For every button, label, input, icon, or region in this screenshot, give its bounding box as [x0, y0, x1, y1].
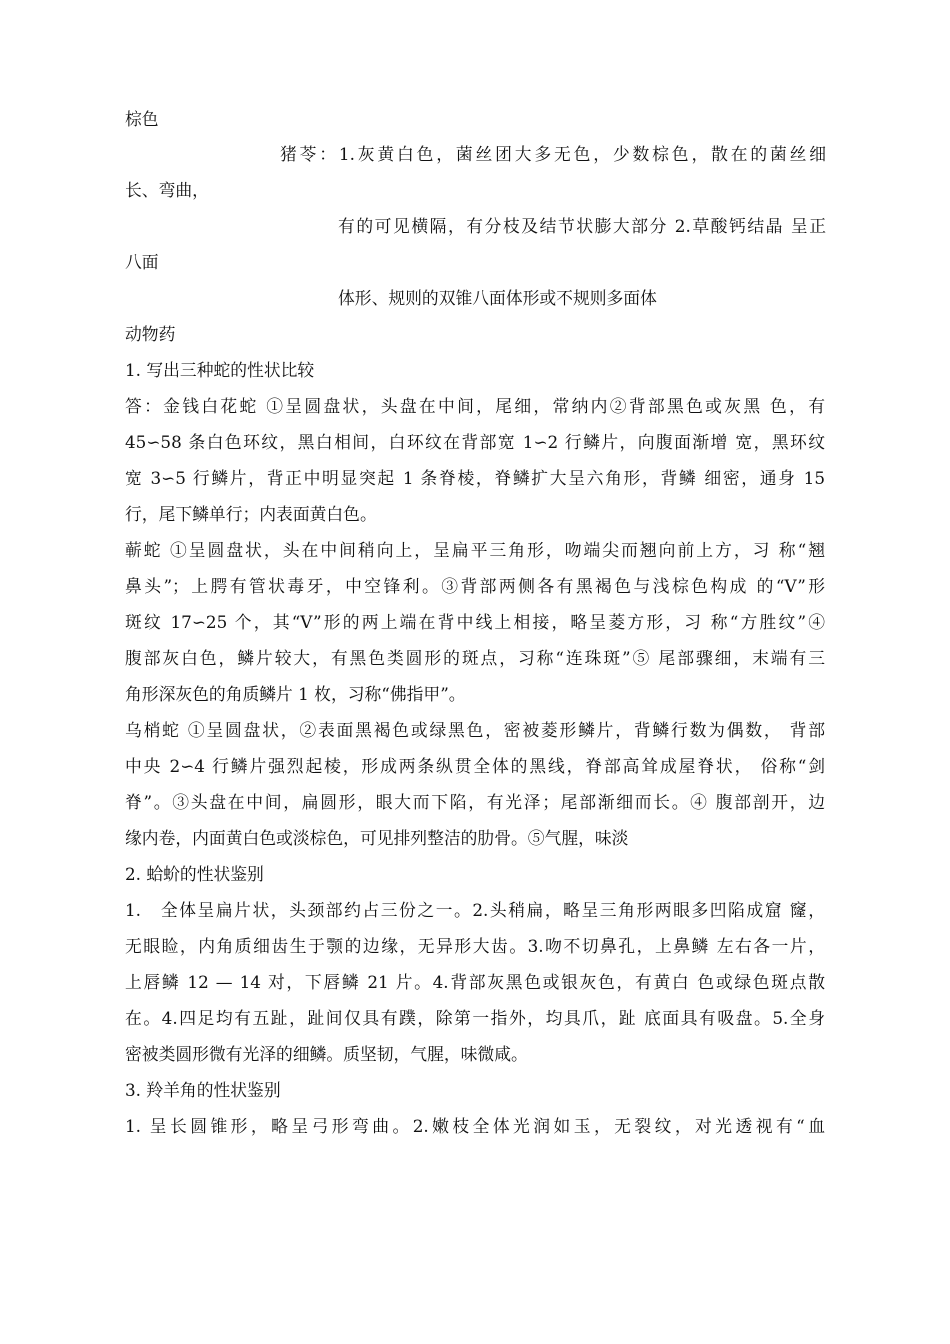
text-line: 行，尾下鳞单行；内表面黄白色。: [125, 504, 377, 524]
question-heading: 1. 写出三种蛇的性状比较: [125, 360, 315, 380]
text-line: 1. 呈长圆锥形，略呈弓形弯曲。2.嫩枝全体光润如玉，无裂纹，对光透视有“血: [125, 1116, 825, 1136]
text-line: 1. 全体呈扁片状，头颈部约占三份之一。2.头稍扁，略呈三角形两眼多凹陷成窟 窿，: [125, 900, 825, 920]
text-line: 棕色: [125, 109, 159, 129]
text-line: 无眼睑，内角质细齿生于颚的边缘，无异形大齿。3.吻不切鼻孔，上鼻鳞 左右各一片，: [125, 936, 825, 956]
text-line: 八面: [125, 252, 159, 272]
text-line: 答：金钱白花蛇 ①呈圆盘状，头盘在中间，尾细，常纳内②背部黑色或灰黑 色，有: [125, 396, 825, 416]
text-line: 角形深灰色的角质鳞片 1 枚，习称“佛指甲”。: [125, 684, 466, 704]
section-heading: 动物药: [125, 324, 176, 344]
text-line: 体形、规则的双锥八面体形或不规则多面体: [338, 288, 657, 308]
text-line: 中央 2∽4 行鳞片强烈起棱，形成两条纵贯全体的黑线，脊部高耸成屋脊状， 俗称“剑: [125, 756, 825, 776]
text-line: 密被类圆形微有光泽的细鳞。质坚韧，气腥，味微咸。: [125, 1044, 528, 1064]
text-line: 腹部灰白色，鳞片较大，有黑色类圆形的斑点，习称“连珠斑”⑤ 尾部骤细，末端有三: [125, 648, 825, 668]
text-line: 蕲蛇 ①呈圆盘状，头在中间稍向上，呈扁平三角形，吻端尖而翘向前上方，习 称“翘: [125, 540, 825, 560]
text-line: 上唇鳞 12 — 14 对，下唇鳞 21 片。4.背部灰黑色或银灰色，有黄白 色或绿色斑点散: [125, 972, 825, 992]
text-line: 在。4.四足均有五趾，趾间仅具有蹼，除第一指外，均具爪，趾 底面具有吸盘。5.全身: [125, 1008, 825, 1028]
text-line: 猪苓：1.灰黄白色，菌丝团大多无色，少数棕色，散在的菌丝细: [280, 144, 826, 164]
text-line: 宽 3∽5 行鳞片，背正中明显突起 1 条脊棱，脊鳞扩大呈六角形，背鳞 细密，通身 15: [125, 468, 825, 488]
text-line: 缘内卷，内面黄白色或淡棕色，可见排列整洁的肋骨。⑤气腥，味淡: [125, 828, 629, 848]
text-line: 长、弯曲，: [125, 180, 209, 200]
text-line: 斑纹 17∽25 个，其“V”形的两上端在背中线上相接，略呈菱方形，习 称“方胜纹”④: [125, 612, 825, 632]
text-line: 鼻头”；上腭有管状毒牙，中空锋利。③背部两侧各有黑褐色与浅棕色构成 的“V”形: [125, 576, 825, 596]
text-line: 脊”。③头盘在中间，扁圆形，眼大而下陷，有光泽；尾部渐细而长。④ 腹部剖开，边: [125, 792, 825, 812]
text-line: 有的可见横隔，有分枝及结节状膨大部分 2.草酸钙结晶 呈正: [338, 216, 826, 236]
question-heading: 3. 羚羊角的性状鉴别: [125, 1080, 281, 1100]
question-heading: 2. 蛤蚧的性状鉴别: [125, 864, 264, 884]
text-line: 乌梢蛇 ①呈圆盘状，②表面黑褐色或绿黑色，密被菱形鳞片，背鳞行数为偶数， 背部: [125, 720, 825, 740]
text-line: 45∽58 条白色环纹，黑白相间，白环纹在背部宽 1∽2 行鳞片，向腹面渐增 宽，黑环纹: [125, 432, 825, 452]
